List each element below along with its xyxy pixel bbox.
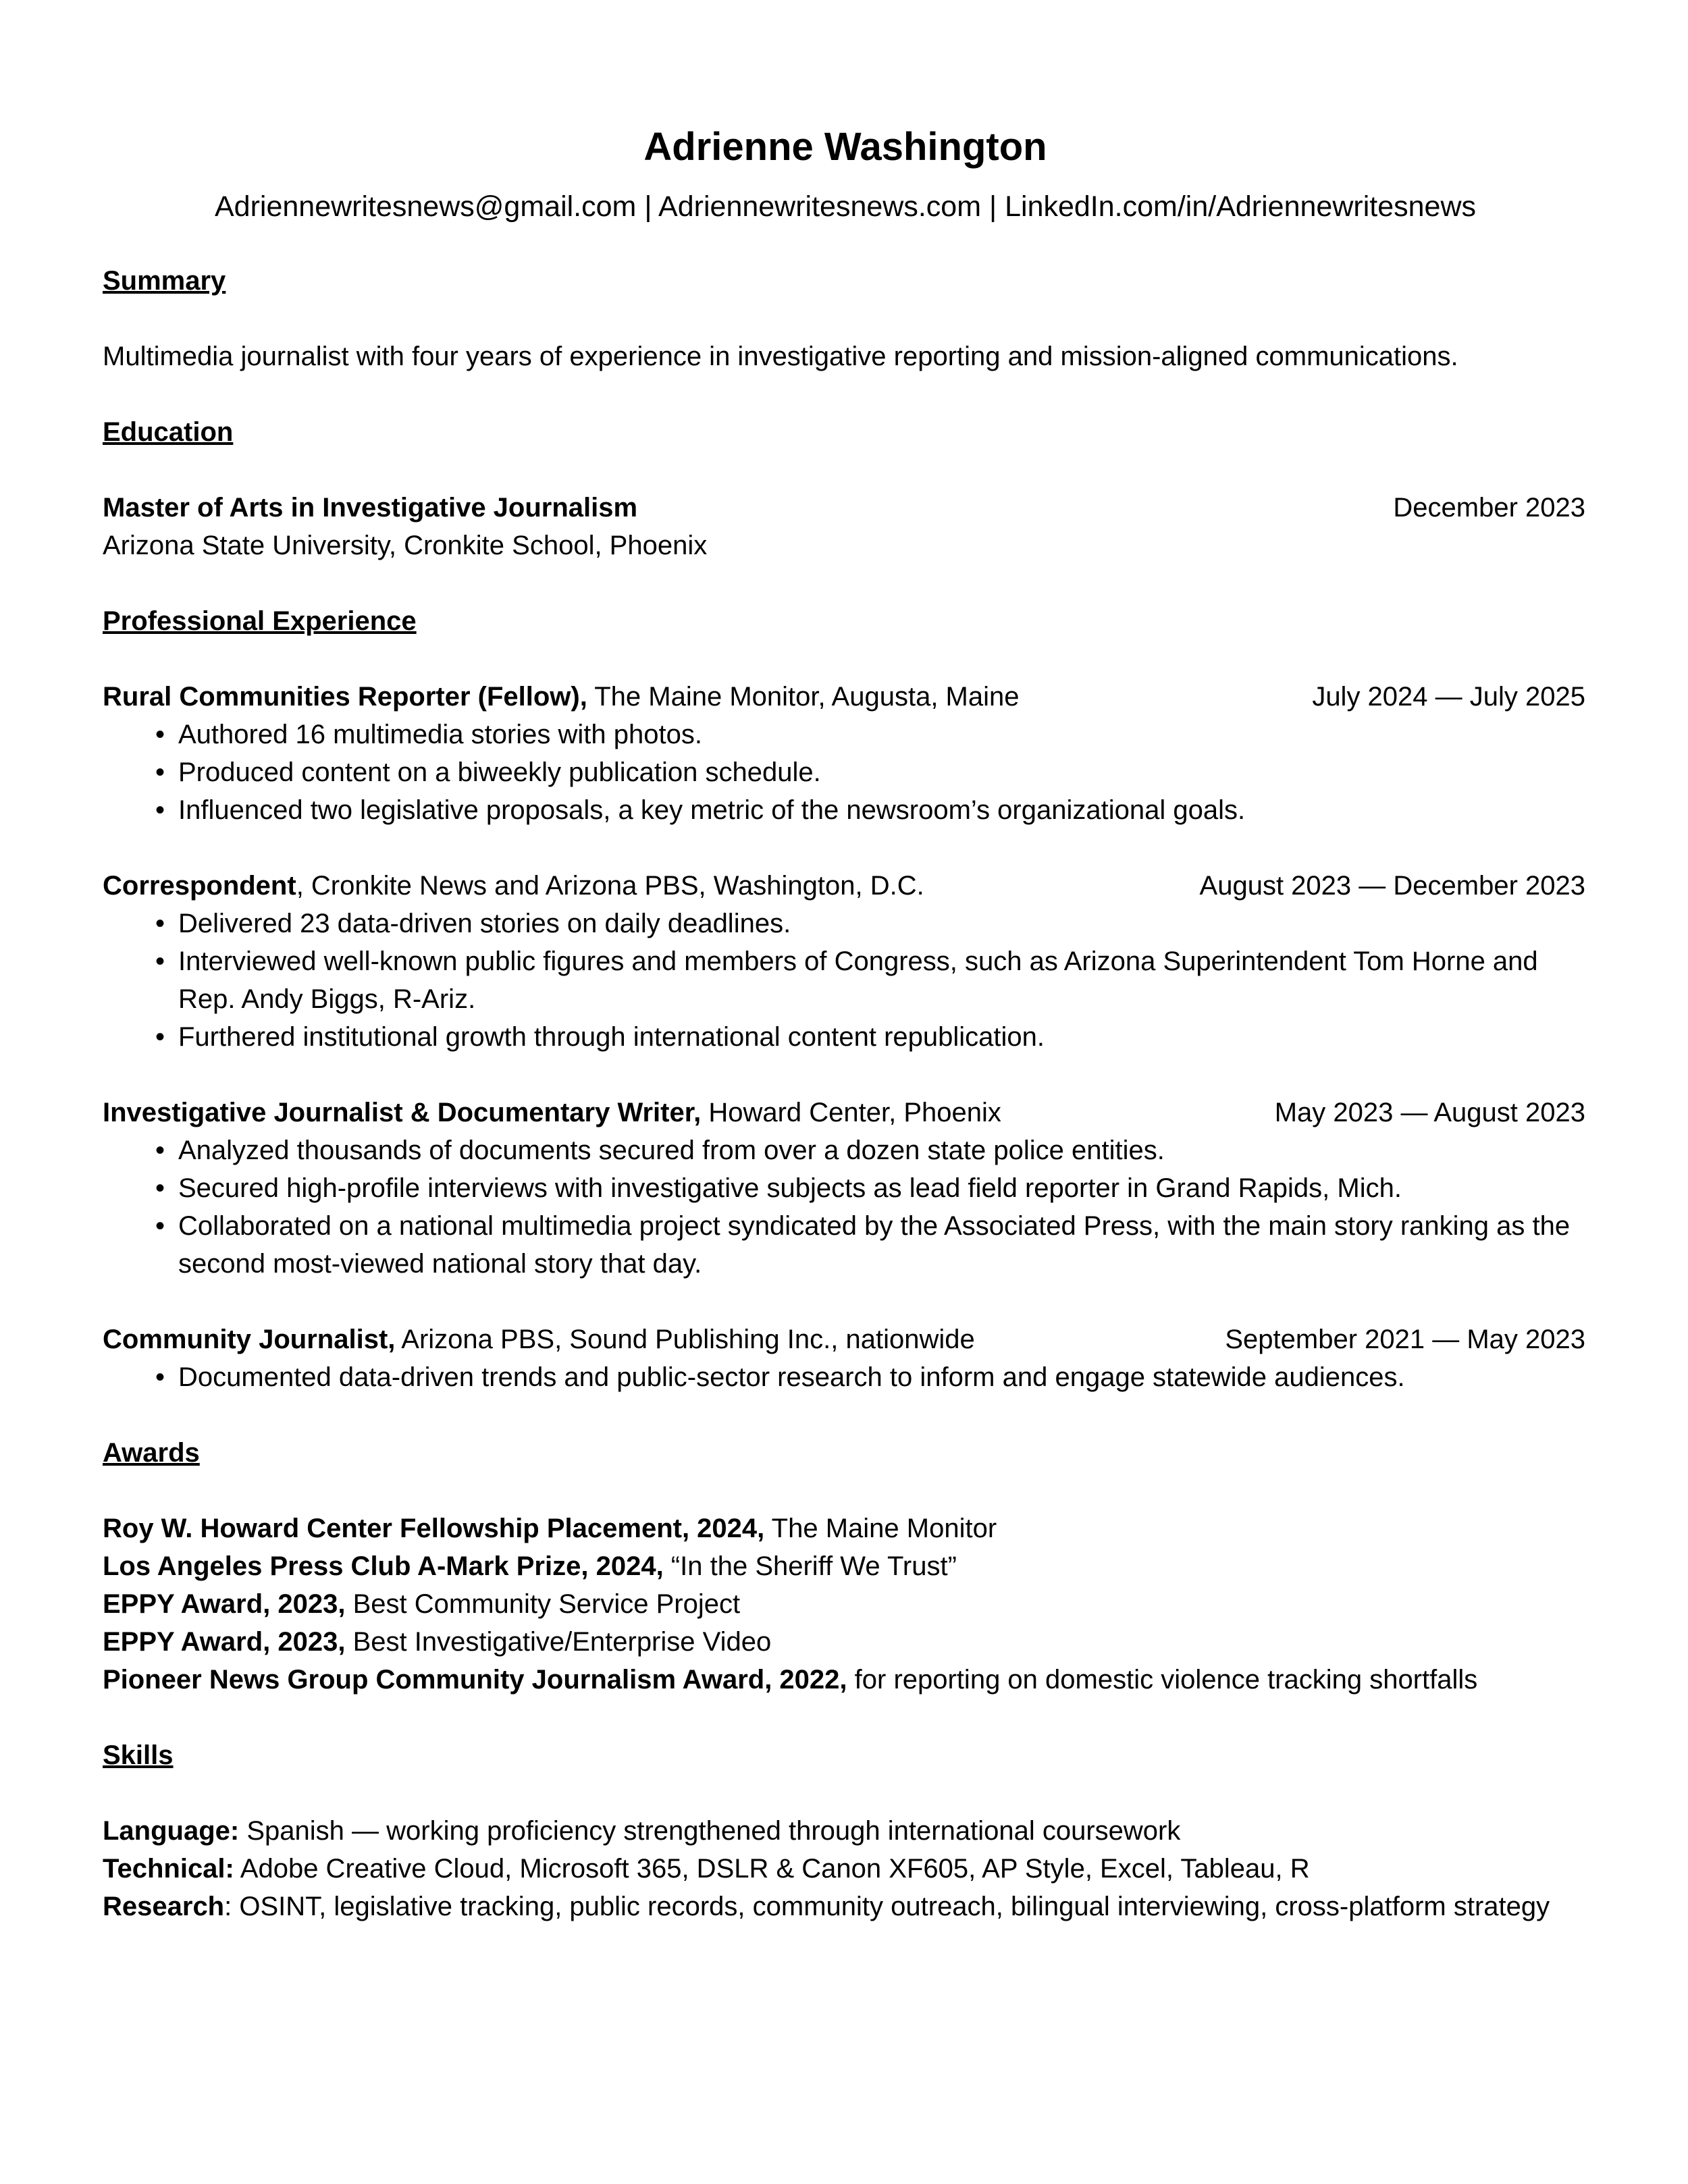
bullet-icon: • bbox=[155, 1022, 165, 1052]
bullet-icon: • bbox=[155, 1173, 165, 1203]
award-item: Los Angeles Press Club A-Mark Prize, 2024, “In the Sheriff We Trust” bbox=[103, 1551, 957, 1581]
section-title-skills: Skills bbox=[103, 1740, 174, 1770]
job-role: Rural Communities Reporter (Fellow), bbox=[103, 682, 587, 712]
award-item: Roy W. Howard Center Fellowship Placement, 2024, The Maine Monitor bbox=[103, 1514, 997, 1543]
skill-item: Technical: Adobe Creative Cloud, Microsoft 365, DSLR & Canon XF605, AP Style, Excel, Tableau, R bbox=[103, 1854, 1310, 1884]
job-bullet: • Interviewed well-known public figures and members of Congress, such as Arizona Superintendent Tom Horne and Rep. Andy Biggs, R-Ariz. bbox=[155, 942, 1588, 1018]
job-bullet: • Analyzed thousands of documents secured from over a dozen state police entities. bbox=[155, 1131, 1588, 1169]
contact-line: Adriennewritesnews@gmail.com | Adriennewritesnews.com | LinkedIn.com/in/Adriennewritesnews bbox=[214, 190, 1477, 223]
job-bullet-list bbox=[103, 1358, 1588, 1396]
award-item: EPPY Award, 2023, Best Investigative/Enterprise Video bbox=[103, 1627, 772, 1657]
school-name: Arizona State University, Cronkite School, Phoenix bbox=[103, 531, 708, 560]
job-dates: August 2023 — December 2023 bbox=[1199, 871, 1585, 901]
job-header-row bbox=[103, 678, 1588, 716]
job-bullet: • Documented data-driven trends and public-sector research to inform and engage statewide audiences. bbox=[155, 1358, 1588, 1396]
job-organization: The Maine Monitor, Augusta, Maine bbox=[587, 682, 1020, 712]
job-entry bbox=[103, 1321, 1588, 1396]
section-title-awards: Awards bbox=[103, 1438, 200, 1468]
section-title-experience: Professional Experience bbox=[103, 606, 417, 636]
bullet-icon: • bbox=[155, 1362, 165, 1392]
skill-item: Language: Spanish — working proficiency strengthened through international coursework bbox=[103, 1816, 1181, 1846]
job-dates: September 2021 — May 2023 bbox=[1225, 1325, 1585, 1354]
education-entry bbox=[103, 489, 1588, 564]
job-bullet: • Influenced two legislative proposals, a key metric of the newsroom’s organizational goals. bbox=[155, 791, 1588, 829]
awards-list bbox=[103, 1510, 1588, 1699]
job-organization: , Cronkite News and Arizona PBS, Washington, D.C. bbox=[296, 871, 924, 901]
skill-item: Research: OSINT, legislative tracking, public records, community outreach, bilingual interviewing, cross-platform strategy bbox=[103, 1892, 1550, 1921]
candidate-name: Adrienne Washington bbox=[643, 125, 1047, 169]
bullet-icon: • bbox=[155, 1136, 165, 1165]
bullet-icon: • bbox=[155, 757, 165, 787]
job-role: Investigative Journalist & Documentary Writer, bbox=[103, 1098, 702, 1127]
bullet-icon: • bbox=[155, 947, 165, 976]
degree-date: December 2023 bbox=[1393, 493, 1585, 523]
job-dates: July 2024 — July 2025 bbox=[1312, 682, 1585, 712]
job-entry bbox=[103, 1094, 1588, 1283]
summary-text: Multimedia journalist with four years of experience in investigative reporting and mission-aligned communications. bbox=[103, 342, 1458, 371]
bullet-icon: • bbox=[155, 795, 165, 825]
job-entry bbox=[103, 678, 1588, 829]
job-bullet: • Authored 16 multimedia stories with photos. bbox=[155, 716, 1588, 753]
job-bullet: • Produced content on a biweekly publication schedule. bbox=[155, 753, 1588, 791]
resume-page bbox=[103, 122, 1588, 1925]
job-header-row bbox=[103, 867, 1588, 905]
job-role: Community Journalist, bbox=[103, 1325, 396, 1354]
job-bullet: • Delivered 23 data-driven stories on daily deadlines. bbox=[155, 905, 1588, 942]
award-item: Pioneer News Group Community Journalism Award, 2022, for reporting on domestic violence tracking shortfalls bbox=[103, 1665, 1478, 1695]
job-dates: May 2023 — August 2023 bbox=[1274, 1098, 1585, 1127]
job-bullet-list bbox=[103, 1131, 1588, 1283]
job-organization: Howard Center, Phoenix bbox=[701, 1098, 1001, 1127]
bullet-icon: • bbox=[155, 909, 165, 938]
job-bullet-list bbox=[103, 716, 1588, 829]
education-header-row bbox=[103, 489, 1588, 527]
job-entry bbox=[103, 867, 1588, 1056]
section-title-summary: Summary bbox=[103, 266, 226, 296]
job-header-row bbox=[103, 1094, 1588, 1131]
job-header-row bbox=[103, 1321, 1588, 1358]
section-title-education: Education bbox=[103, 417, 234, 447]
degree-title: Master of Arts in Investigative Journalism bbox=[103, 493, 638, 523]
job-bullet: • Collaborated on a national multimedia project syndicated by the Associated Press, with the main story ranking as the second most-viewed national story that day. bbox=[155, 1207, 1588, 1283]
job-bullet: • Secured high-profile interviews with investigative subjects as lead field reporter in Grand Rapids, Mich. bbox=[155, 1169, 1588, 1207]
job-bullet-list bbox=[103, 905, 1588, 1056]
award-item: EPPY Award, 2023, Best Community Service Project bbox=[103, 1589, 741, 1619]
job-role: Correspondent bbox=[103, 871, 296, 901]
job-organization: Arizona PBS, Sound Publishing Inc., nationwide bbox=[395, 1325, 975, 1354]
skills-list bbox=[103, 1812, 1588, 1925]
job-bullet: • Furthered institutional growth through international content republication. bbox=[155, 1018, 1588, 1056]
bullet-icon: • bbox=[155, 720, 165, 749]
bullet-icon: • bbox=[155, 1211, 165, 1241]
